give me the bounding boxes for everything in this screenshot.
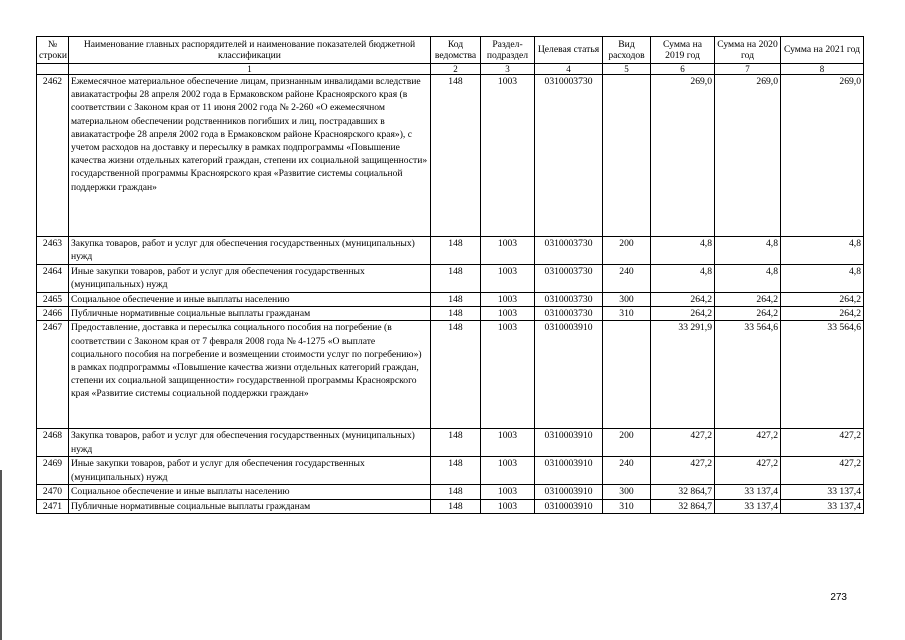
row-section: 1003 xyxy=(481,307,535,321)
row-section: 1003 xyxy=(481,75,535,237)
header-sum-2019: Сумма на 2019 год xyxy=(651,37,715,64)
row-name: Предоставление, доставка и пересылка социального пособия на погребение (в соответствии с Законом края от 7 февраля 2008 года № 4-1275 «О выплате социального пособия на погребение и возмещении стоимости услуг по погребению») в рамках подпрограммы «Повышение качества жизни отдельных категорий граждан, степени их социальной защищенности» государственной программы Красноярского края «Развитие системы социальной поддержки граждан» xyxy=(69,321,431,429)
row-sum-2020: 264,2 xyxy=(715,293,781,307)
row-target-item: 0310003910 xyxy=(535,485,603,499)
scan-edge xyxy=(0,470,2,640)
colnum-4: 4 xyxy=(535,64,603,75)
row-name: Публичные нормативные социальные выплаты гражданам xyxy=(69,499,431,513)
table-header xyxy=(37,37,864,75)
row-sum-2021: 4,8 xyxy=(781,265,864,293)
row-sum-2020: 33 564,6 xyxy=(715,321,781,429)
row-name: Социальное обеспечение и иные выплаты населению xyxy=(69,485,431,499)
row-section: 1003 xyxy=(481,265,535,293)
row-sum-2020: 427,2 xyxy=(715,457,781,485)
row-target-item: 0310003730 xyxy=(535,265,603,293)
row-sum-2021: 33 564,6 xyxy=(781,321,864,429)
budget-table xyxy=(36,36,864,514)
row-department-code: 148 xyxy=(431,457,481,485)
page-number: 273 xyxy=(830,592,847,603)
table-row xyxy=(37,457,864,485)
row-expense-type: 310 xyxy=(603,307,651,321)
row-section: 1003 xyxy=(481,457,535,485)
row-number: 2467 xyxy=(37,321,69,429)
row-sum-2020: 33 137,4 xyxy=(715,499,781,513)
row-sum-2020: 264,2 xyxy=(715,307,781,321)
row-sum-2021: 427,2 xyxy=(781,457,864,485)
row-expense-type: 200 xyxy=(603,429,651,457)
row-sum-2019: 33 291,9 xyxy=(651,321,715,429)
header-name: Наименование главных распорядителей и наименование показателей бюджетной классификации xyxy=(69,37,431,64)
row-expense-type xyxy=(603,75,651,237)
header-target-item: Целевая статья xyxy=(535,37,603,64)
row-sum-2019: 427,2 xyxy=(651,457,715,485)
row-name: Иные закупки товаров, работ и услуг для обеспечения государственных (муниципальных) нужд xyxy=(69,265,431,293)
row-sum-2021: 427,2 xyxy=(781,429,864,457)
colnum-1: 1 xyxy=(69,64,431,75)
colnum-3: 3 xyxy=(481,64,535,75)
row-target-item: 0310003910 xyxy=(535,457,603,485)
row-number: 2466 xyxy=(37,307,69,321)
header-sum-2020: Сумма на 2020 год xyxy=(715,37,781,64)
row-number: 2463 xyxy=(37,237,69,265)
row-sum-2021: 264,2 xyxy=(781,307,864,321)
row-department-code: 148 xyxy=(431,237,481,265)
table-row xyxy=(37,237,864,265)
table-body xyxy=(37,75,864,514)
row-sum-2020: 269,0 xyxy=(715,75,781,237)
row-target-item: 0310003730 xyxy=(535,293,603,307)
row-section: 1003 xyxy=(481,429,535,457)
row-sum-2019: 32 864,7 xyxy=(651,485,715,499)
colnum-0 xyxy=(37,64,69,75)
row-section: 1003 xyxy=(481,237,535,265)
row-department-code: 148 xyxy=(431,321,481,429)
row-number: 2468 xyxy=(37,429,69,457)
row-name: Публичные нормативные социальные выплаты гражданам xyxy=(69,307,431,321)
row-department-code: 148 xyxy=(431,499,481,513)
row-sum-2020: 4,8 xyxy=(715,237,781,265)
row-sum-2020: 33 137,4 xyxy=(715,485,781,499)
row-expense-type: 240 xyxy=(603,265,651,293)
table-row xyxy=(37,429,864,457)
row-sum-2019: 269,0 xyxy=(651,75,715,237)
row-sum-2020: 427,2 xyxy=(715,429,781,457)
row-sum-2021: 33 137,4 xyxy=(781,499,864,513)
table-row xyxy=(37,499,864,513)
header-department-code: Код ведомства xyxy=(431,37,481,64)
row-expense-type xyxy=(603,321,651,429)
row-department-code: 148 xyxy=(431,485,481,499)
row-name: Ежемесячное материальное обеспечение лицам, признанным инвалидами вследствие авиакатастрофы 28 апреля 2002 года в Ермаковском районе Красноярского края (в соответствии с Законом края от 11 июня 2002 года № 2-260 «О ежемесячном материальном обеспечении родственников погибших и лиц, пострадавших в авиакатастрофе 28 апреля 2002 года в Ермаковском районе Красноярского края»), с учетом расходов на доставку и пересылку в рамках подпрограммы «Повышение качества жизни отдельных категорий граждан, степени их социальной защищенности» государственной программы Красноярского края «Развитие системы социальной поддержки граждан» xyxy=(69,75,431,237)
row-expense-type: 240 xyxy=(603,457,651,485)
colnum-7: 7 xyxy=(715,64,781,75)
colnum-5: 5 xyxy=(603,64,651,75)
row-expense-type: 200 xyxy=(603,237,651,265)
row-sum-2019: 427,2 xyxy=(651,429,715,457)
row-section: 1003 xyxy=(481,293,535,307)
table-row xyxy=(37,321,864,429)
row-expense-type: 310 xyxy=(603,499,651,513)
table-row xyxy=(37,265,864,293)
row-number: 2469 xyxy=(37,457,69,485)
row-sum-2021: 264,2 xyxy=(781,293,864,307)
row-target-item: 0310003730 xyxy=(535,307,603,321)
row-sum-2019: 4,8 xyxy=(651,237,715,265)
table-row xyxy=(37,293,864,307)
header-expense-type: Вид расходов xyxy=(603,37,651,64)
row-target-item: 0310003730 xyxy=(535,75,603,237)
row-section: 1003 xyxy=(481,499,535,513)
row-sum-2020: 4,8 xyxy=(715,265,781,293)
table-row xyxy=(37,307,864,321)
row-sum-2021: 269,0 xyxy=(781,75,864,237)
row-target-item: 0310003730 xyxy=(535,237,603,265)
row-target-item: 0310003910 xyxy=(535,499,603,513)
row-target-item: 0310003910 xyxy=(535,321,603,429)
row-department-code: 148 xyxy=(431,75,481,237)
row-number: 2464 xyxy=(37,265,69,293)
row-expense-type: 300 xyxy=(603,293,651,307)
row-number: 2465 xyxy=(37,293,69,307)
row-number: 2470 xyxy=(37,485,69,499)
table-row xyxy=(37,485,864,499)
row-sum-2019: 264,2 xyxy=(651,307,715,321)
colnum-8: 8 xyxy=(781,64,864,75)
row-sum-2021: 4,8 xyxy=(781,237,864,265)
row-department-code: 148 xyxy=(431,293,481,307)
row-name: Закупка товаров, работ и услуг для обеспечения государственных (муниципальных) нужд xyxy=(69,429,431,457)
row-department-code: 148 xyxy=(431,265,481,293)
colnum-6: 6 xyxy=(651,64,715,75)
table-row xyxy=(37,75,864,237)
header-section: Раздел-подраздел xyxy=(481,37,535,64)
row-name: Социальное обеспечение и иные выплаты населению xyxy=(69,293,431,307)
row-sum-2019: 32 864,7 xyxy=(651,499,715,513)
row-expense-type: 300 xyxy=(603,485,651,499)
row-number: 2471 xyxy=(37,499,69,513)
row-number: 2462 xyxy=(37,75,69,237)
row-sum-2021: 33 137,4 xyxy=(781,485,864,499)
row-department-code: 148 xyxy=(431,429,481,457)
header-sum-2021: Сумма на 2021 год xyxy=(781,37,864,64)
row-section: 1003 xyxy=(481,485,535,499)
row-name: Иные закупки товаров, работ и услуг для обеспечения государственных (муниципальных) нужд xyxy=(69,457,431,485)
row-section: 1003 xyxy=(481,321,535,429)
colnum-2: 2 xyxy=(431,64,481,75)
row-target-item: 0310003910 xyxy=(535,429,603,457)
row-department-code: 148 xyxy=(431,307,481,321)
row-sum-2019: 4,8 xyxy=(651,265,715,293)
row-sum-2019: 264,2 xyxy=(651,293,715,307)
header-row-number: № строки xyxy=(37,37,69,64)
row-name: Закупка товаров, работ и услуг для обеспечения государственных (муниципальных) нужд xyxy=(69,237,431,265)
